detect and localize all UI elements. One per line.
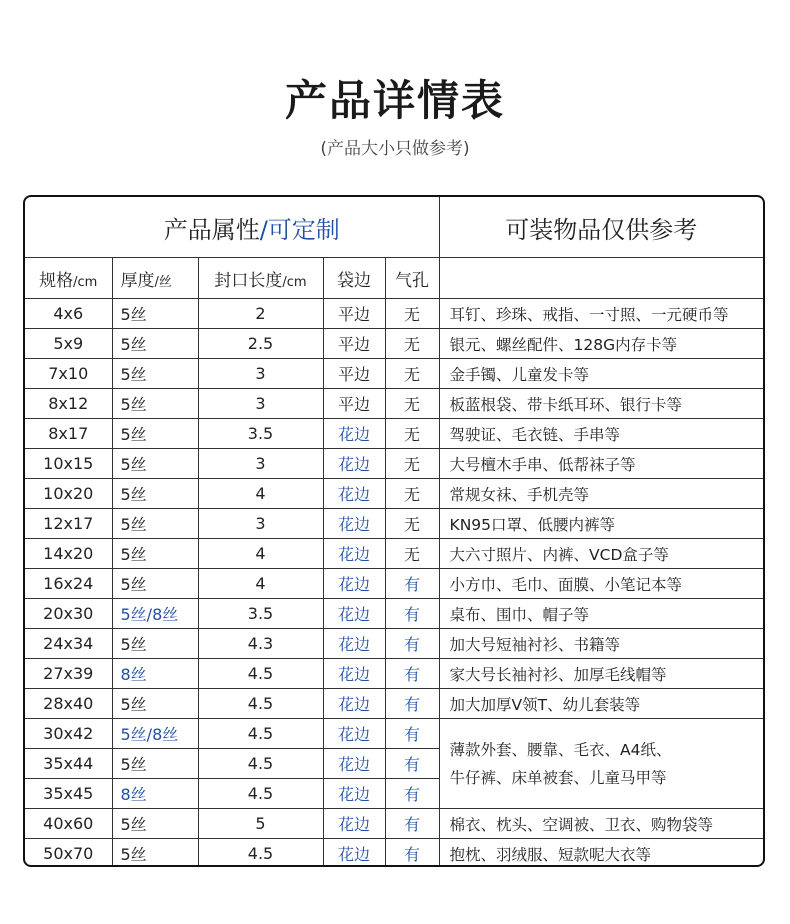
thickness-cell: 5丝 [112,839,198,868]
table-row [25,629,763,659]
items-cell-merged [439,719,763,809]
items-cell: 桌布、围巾、帽子等 [439,599,763,629]
size-cell: 20x30 [25,599,112,629]
edge-cell: 平边 [323,359,385,389]
edge-cell: 花边 [323,569,385,599]
thickness-cell: 5丝/8丝 [112,719,198,749]
product-table [25,197,763,867]
seal-length-cell: 4.5 [198,779,323,809]
thickness-cell: 5丝 [112,419,198,449]
thickness-cell: 5丝 [112,299,198,329]
table-row [25,719,763,749]
size-cell: 28x40 [25,689,112,719]
edge-cell: 花边 [323,629,385,659]
table-row [25,809,763,839]
items-cell: 大号檀木手串、低帮袜子等 [439,449,763,479]
thickness-cell: 5丝 [112,479,198,509]
thickness-cell: 5丝 [112,539,198,569]
items-cell: 棉衣、枕头、空调被、卫衣、购物袋等 [439,809,763,839]
edge-cell: 花边 [323,479,385,509]
table-row [25,599,763,629]
table-group-header [25,197,763,258]
seal-length-cell: 3 [198,389,323,419]
seal-length-cell: 3.5 [198,599,323,629]
edge-cell: 花边 [323,809,385,839]
size-cell: 10x15 [25,449,112,479]
size-cell: 5x9 [25,329,112,359]
table-row [25,479,763,509]
vent-hole-cell: 无 [385,509,439,539]
thickness-cell: 8丝 [112,779,198,809]
product-table-frame [23,195,765,867]
table-row [25,359,763,389]
attributes-header-label: 产品属性 [163,215,260,244]
items-line: 薄款外套、腰靠、毛衣、A4纸、 [449,740,672,759]
size-cell: 24x34 [25,629,112,659]
vent-hole-cell: 无 [385,419,439,449]
vent-hole-cell: 无 [385,389,439,419]
column-header-row [25,258,763,299]
vent-hole-cell: 有 [385,809,439,839]
col-header-items [439,258,763,299]
seal-length-cell: 3 [198,359,323,389]
edge-cell: 平边 [323,389,385,419]
edge-cell: 花边 [323,749,385,779]
edge-cell: 花边 [323,839,385,868]
vent-hole-cell: 有 [385,569,439,599]
table-row [25,389,763,419]
items-cell: 金手镯、儿童发卡等 [439,359,763,389]
items-cell: 常规女袜、手机壳等 [439,479,763,509]
table-row [25,539,763,569]
vent-hole-cell: 有 [385,599,439,629]
items-cell: 加大号短袖衬衫、书籍等 [439,629,763,659]
thickness-cell: 5丝 [112,389,198,419]
items-cell: 小方巾、毛巾、面膜、小笔记本等 [439,569,763,599]
seal-length-cell: 4 [198,539,323,569]
size-cell: 27x39 [25,659,112,689]
items-cell: 耳钉、珍珠、戒指、一寸照、一元硬币等 [439,299,763,329]
thickness-cell: 5丝 [112,449,198,479]
thickness-cell: 5丝 [112,359,198,389]
items-cell: 加大加厚V领T、幼儿套装等 [439,689,763,719]
vent-hole-cell: 无 [385,359,439,389]
edge-cell: 花边 [323,419,385,449]
thickness-cell: 5丝 [112,809,198,839]
thickness-cell: 5丝 [112,509,198,539]
thickness-cell: 5丝 [112,629,198,659]
table-row [25,659,763,689]
items-cell: 家大号长袖衬衫、加厚毛线帽等 [439,659,763,689]
customizable-label: /可定制 [259,215,340,244]
edge-cell: 花边 [323,449,385,479]
edge-cell: 花边 [323,539,385,569]
vent-hole-cell: 有 [385,629,439,659]
vent-hole-cell: 有 [385,779,439,809]
table-row [25,569,763,599]
size-cell: 16x24 [25,569,112,599]
col-header-hole: 气孔 [385,258,439,299]
col-header-seal: 封口长度/cm [198,258,323,299]
edge-cell: 花边 [323,599,385,629]
seal-length-cell: 4.5 [198,749,323,779]
size-cell: 8x12 [25,389,112,419]
seal-length-cell: 2.5 [198,329,323,359]
seal-length-cell: 4.5 [198,839,323,868]
edge-cell: 花边 [323,659,385,689]
vent-hole-cell: 有 [385,689,439,719]
items-cell: KN95口罩、低腰内裤等 [439,509,763,539]
table-row [25,839,763,868]
items-cell: 驾驶证、毛衣链、手串等 [439,419,763,449]
size-cell: 50x70 [25,839,112,868]
vent-hole-cell: 无 [385,479,439,509]
seal-length-cell: 3.5 [198,419,323,449]
vent-hole-cell: 无 [385,329,439,359]
vent-hole-cell: 无 [385,299,439,329]
table-row [25,509,763,539]
items-cell: 板蓝根袋、带卡纸耳环、银行卡等 [439,389,763,419]
items-cell: 大六寸照片、内裤、VCD盒子等 [439,539,763,569]
seal-length-cell: 4.5 [198,719,323,749]
table-row [25,419,763,449]
size-cell: 30x42 [25,719,112,749]
thickness-cell: 5丝 [112,329,198,359]
size-cell: 35x44 [25,749,112,779]
edge-cell: 花边 [323,509,385,539]
size-cell: 14x20 [25,539,112,569]
thickness-cell: 5丝 [112,749,198,779]
vent-hole-cell: 有 [385,749,439,779]
seal-length-cell: 4 [198,479,323,509]
seal-length-cell: 4.5 [198,689,323,719]
table-row [25,329,763,359]
items-header: 可装物品仅供参考 [439,197,763,258]
seal-length-cell: 3 [198,449,323,479]
table-row [25,449,763,479]
size-cell: 10x20 [25,479,112,509]
seal-length-cell: 4.3 [198,629,323,659]
items-cell: 银元、螺丝配件、128G内存卡等 [439,329,763,359]
items-cell: 抱枕、羽绒服、短款呢大衣等 [439,839,763,868]
seal-length-cell: 4 [198,569,323,599]
vent-hole-cell: 无 [385,449,439,479]
edge-cell: 花边 [323,719,385,749]
page-title: 产品详情表 [284,76,505,125]
seal-length-cell: 4.5 [198,659,323,689]
seal-length-cell: 3 [198,509,323,539]
thickness-cell: 5丝 [112,569,198,599]
size-cell: 35x45 [25,779,112,809]
seal-length-cell: 5 [198,809,323,839]
col-header-thickness: 厚度/丝 [112,258,198,299]
size-cell: 7x10 [25,359,112,389]
items-line: 牛仔裤、床单被套、儿童马甲等 [449,768,667,787]
vent-hole-cell: 有 [385,719,439,749]
size-cell: 4x6 [25,299,112,329]
thickness-cell: 5丝/8丝 [112,599,198,629]
vent-hole-cell: 有 [385,659,439,689]
table-row [25,689,763,719]
size-cell: 8x17 [25,419,112,449]
seal-length-cell: 2 [198,299,323,329]
col-header-size: 规格/cm [25,258,112,299]
size-cell: 12x17 [25,509,112,539]
thickness-cell: 8丝 [112,659,198,689]
edge-cell: 花边 [323,689,385,719]
vent-hole-cell: 无 [385,539,439,569]
edge-cell: 花边 [323,779,385,809]
attributes-header [25,197,439,258]
page-subtitle: (产品大小只做参考) [320,139,470,159]
size-cell: 40x60 [25,809,112,839]
vent-hole-cell: 有 [385,839,439,868]
col-header-edge: 袋边 [323,258,385,299]
edge-cell: 平边 [323,299,385,329]
edge-cell: 平边 [323,329,385,359]
table-row [25,299,763,329]
thickness-cell: 5丝 [112,689,198,719]
